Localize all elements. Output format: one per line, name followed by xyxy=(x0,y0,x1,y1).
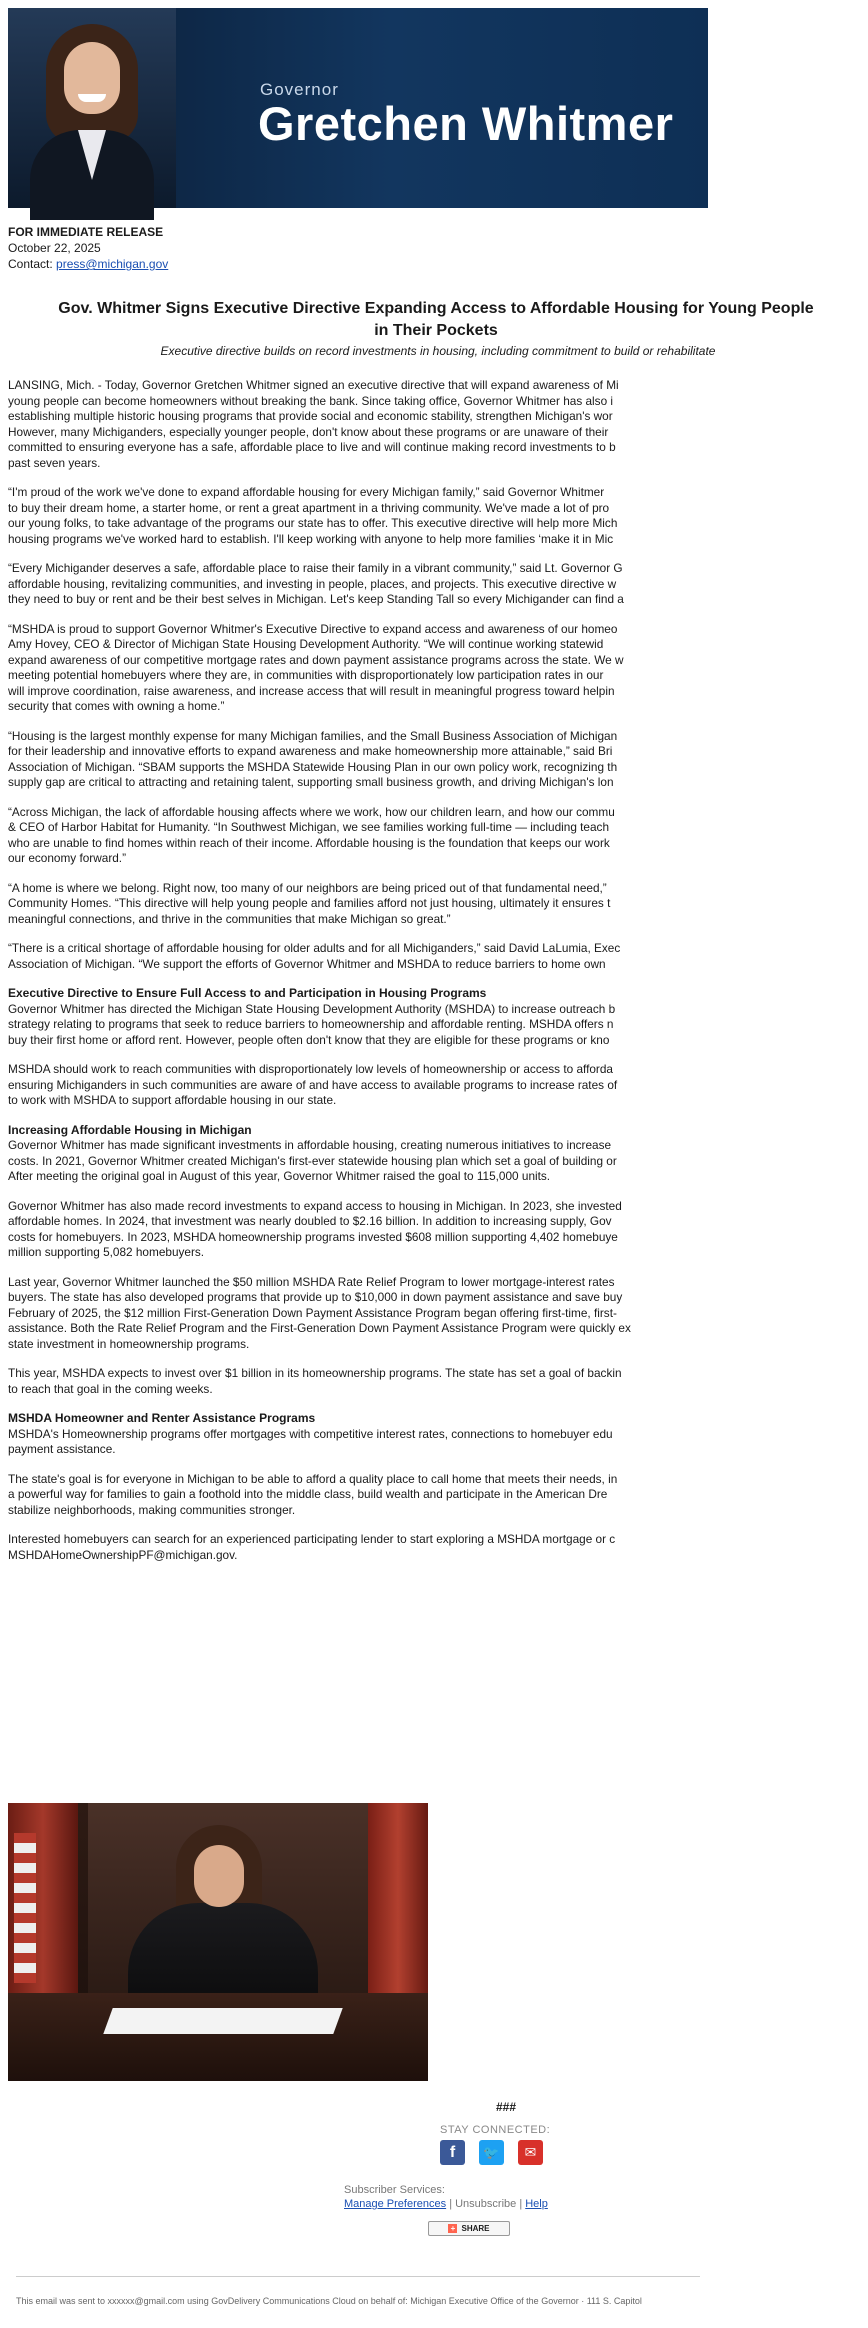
paragraph: Governor Whitmer has also made record investments to expand access to housing in Michigan. In 2023, she invested affordable homes. In 2024, that investment was nearly doubled to $2.16 billion. In addition to increasing supply, Gov costs for homebuyers. In 2023, MSHDA homeownership programs invested $608 million supporting 4,402 homebuye million supporting 5,082 homebuyers. xyxy=(8,1198,622,1259)
paragraph: “There is a critical shortage of affordable housing for older adults and for all Michiganders,” said David LaLumia, Exec Association of Michigan. “We support the efforts of Governor Whitmer and MSHDA to reduce barriers to home own xyxy=(8,941,621,971)
paragraph: Governor Whitmer has directed the Michigan State Housing Development Authority (MSHDA) to increase outreach b strategy relating to programs that seek to reduce barriers to homeownership and affordable renting. MSHDA offers n buy their first home or afford rent. However, people often don't know that they are eligible for these programs or kno xyxy=(8,1001,616,1047)
twitter-icon[interactable]: 🐦 xyxy=(479,2140,504,2165)
footer-text: This email was sent to xxxxxx@gmail.com using GovDelivery Communications Cloud on behalf of: Michigan Executive Office of the Governor · 111 S. Capitol xyxy=(16,2296,642,2306)
paragraph: “Housing is the largest monthly expense for many Michigan families, and the Small Business Association of Michigan for their leadership and innovative efforts to expand awareness and make homeownership more attainable,” said Bri Association of Michigan. “SBAM supports the MSHDA Statewide Housing Plan in our own policy work, recognizing th supply gap are critical to attracting and retaining talent, supporting small business growth, and driving Michigan's lon xyxy=(8,728,618,789)
manage-preferences-link[interactable]: Manage Preferences xyxy=(344,2198,447,2210)
header-banner xyxy=(8,8,708,208)
share-label: SHARE xyxy=(461,2224,490,2233)
end-marker: ### xyxy=(496,2100,517,2114)
banner-title: Gretchen Whitmer xyxy=(258,97,674,150)
email-icon[interactable]: ✉ xyxy=(518,2140,543,2165)
paragraph: “I'm proud of the work we've done to expand affordable housing for every Michigan family,” said Governor Whitmer to buy their dream home, a starter home, or rent a great apartment in a thriving community. We've made a lot of pro our young folks, to take advantage of the programs our state has to offer. This executive directive will help more Mich housing programs we've worked hard to establish. I'll keep working with anyone to help more families ‘make it in Mic xyxy=(8,485,618,546)
subheadline: Executive directive builds on record investments in housing, including commitment to build or rehabilitate xyxy=(160,344,716,358)
subscriber-links: Manage Preferences | Unsubscribe | Help xyxy=(344,2198,548,2210)
paragraph: MSHDA should work to reach communities with disproportionately low levels of homeownership or access to afforda ensuring Michiganders in such communities are aware of and have access to available programs to increase rates of to work with MSHDA to support affordable housing in our state. xyxy=(8,1062,618,1107)
paragraph: Interested homebuyers can search for an experienced participating lender to start exploring a MSHDA mortgage or c MSHDAHomeOwnershipPF@michigan.gov. xyxy=(8,1532,616,1562)
section-heading: Increasing Affordable Housing in Michigan xyxy=(8,1122,252,1137)
banner-subtitle: Governor xyxy=(260,80,339,99)
facebook-icon[interactable]: f xyxy=(440,2140,465,2165)
stay-connected-label: STAY CONNECTED: xyxy=(440,2124,551,2136)
flag-image xyxy=(14,1833,36,1983)
paragraph: “MSHDA is proud to support Governor Whitmer's Executive Directive to expand access and awareness of our homeo Amy Hovey, CEO & Director of Michigan State Housing Development Authority. “We will continue working statewid expand awareness of our competitive mortgage rates and down payment assistance programs across the state. We w meeting potential homebuyers where they are, in communities with disproportionately low participation rates in our will improve coordination, raise awareness, and increase access that will result in meaningful progress toward helpin security that comes with owning a home.” xyxy=(8,621,624,713)
paragraph: MSHDA's Homeownership programs offer mortgages with competitive interest rates, connections to homebuyer edu payment assistance. xyxy=(8,1426,613,1456)
help-link[interactable]: Help xyxy=(525,2198,548,2210)
signing-photo xyxy=(8,1803,428,2081)
headline-continued: in Their Pockets xyxy=(374,322,498,339)
paragraph: This year, MSHDA expects to invest over $1 billion in its homeownership programs. The state has set a goal of backin to reach that goal in the coming weeks. xyxy=(8,1366,622,1396)
section-heading: Executive Directive to Ensure Full Access to and Participation in Housing Programs xyxy=(8,986,487,1000)
paragraph: “Across Michigan, the lack of affordable housing affects where we work, how our children learn, and how our commu & CEO of Harbor Habitat for Humanity. “In Southwest Michigan, we see families working full-time — including teach who are unable to find homes within reach of their income. Affordable housing is the foundation that keeps our work our economy forward.” xyxy=(8,804,615,865)
paragraph: “A home is where we belong. Right now, too many of our neighbors are being priced out of that fundamental need,” Community Homes. “This directive will help young people and families afford not just housing, ultimately it ensures t meaningful connections, and thrive in the communities that make Michigan so great.” xyxy=(8,880,611,926)
contact-label: Contact: xyxy=(8,257,57,271)
contact-email-link[interactable]: press@michigan.gov xyxy=(56,257,169,271)
headline: Gov. Whitmer Signs Executive Directive Expanding Access to Affordable Housing for Young People xyxy=(58,300,814,317)
paragraph: The state's goal is for everyone in Michigan to be able to afford a quality place to call home that meets their needs, in a powerful way for families to gain a foothold into the middle class, build wealth and participate in the American Dre stabilize neighborhoods, making communities stronger. xyxy=(8,1471,618,1517)
governor-portrait xyxy=(8,8,176,208)
paragraph: LANSING, Mich. - Today, Governor Gretchen Whitmer signed an executive directive that will expand awareness of Mi young people can become homeowners without breaking the bank. Since taking office, Governor Whitmer has also i establishing multiple historic housing programs that provide social and economic stability, strengthen Michigan's wor However, many Michiganders, especially younger people, don't know about these programs or are unaware of their committed to ensuring everyone has a safe, affordable place to live and will continue making record investments to b past seven years. xyxy=(8,378,619,470)
share-button[interactable] xyxy=(428,2221,510,2236)
release-date: October 22, 2025 xyxy=(8,241,101,255)
footer-divider xyxy=(16,2276,700,2277)
release-label: FOR IMMEDIATE RELEASE xyxy=(8,225,164,239)
plus-icon: + xyxy=(448,2224,457,2233)
subscriber-services-label: Subscriber Services: xyxy=(344,2184,445,2196)
section-heading: MSHDA Homeowner and Renter Assistance Programs xyxy=(8,1411,316,1425)
paragraph: “Every Michigander deserves a safe, affordable place to raise their family in a vibrant community,” said Lt. Governor G affordable housing, revitalizing communities, and investing in people, places, and projects. This executive directive w they need to buy or rent and be their best selves in Michigan. Let's keep Standing Tall so every Michigander can find a xyxy=(8,561,624,606)
paragraph: Last year, Governor Whitmer launched the $50 million MSHDA Rate Relief Program to lower mortgage-interest rates buyers. The state has also developed programs that provide up to $10,000 in down payment assistance and save buy February of 2025, the $12 million First-Generation Down Payment Assistance Program began offering first-time, first- assistance. Both the Rate Relief Program and the First-Generation Down Payment Assistance Program were quickly ex state investment in homeownership programs. xyxy=(8,1274,631,1351)
unsubscribe-link[interactable]: Unsubscribe xyxy=(455,2198,517,2210)
release-meta xyxy=(8,224,168,272)
article-body xyxy=(8,378,768,1577)
paragraph: Governor Whitmer has made significant investments in affordable housing, creating numerous initiatives to increase costs. In 2021, Governor Whitmer created Michigan's first-ever statewide housing plan which set a goal of building or After meeting the original goal in August of this year, Governor Whitmer raised the goal to 115,000 units. xyxy=(8,1138,617,1183)
